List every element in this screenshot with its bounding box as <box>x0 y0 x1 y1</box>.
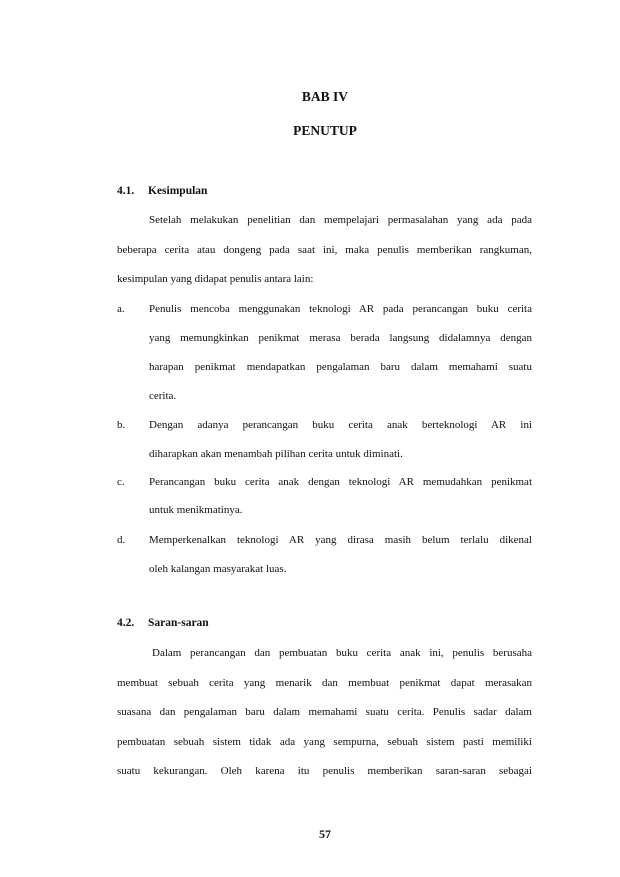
paragraph-line: beberapa cerita atau dongeng pada saat ini, maka penulis memberikan rangkuman, <box>117 244 532 256</box>
chapter-title: PENUTUP <box>293 123 357 138</box>
list-marker: b. <box>117 419 126 431</box>
section-title: Saran-saran <box>148 617 209 629</box>
list-item-line: oleh kalangan masyarakat luas. <box>149 563 287 575</box>
paragraph-line: membuat sebuah cerita yang menarik dan membuat penikmat dapat merasakan <box>117 677 532 689</box>
section-heading-saran <box>117 617 209 629</box>
section-number: 4.1. <box>117 185 135 197</box>
paragraph-line: suatu kekurangan. Oleh karena itu penulis memberikan saran-saran sebagai <box>117 765 532 777</box>
paragraph-line: pembuatan sebuah sistem tidak ada yang sempurna, sebuah sistem pasti memiliki <box>117 736 532 748</box>
section-title: Kesimpulan <box>148 185 208 197</box>
chapter-number: BAB IV <box>301 89 349 104</box>
list-item-line: harapan penikmat mendapatkan pengalaman baru dalam memahami suatu <box>149 361 532 373</box>
list-item-line: Perancangan buku cerita anak dengan teknologi AR memudahkan penikmat <box>149 476 532 488</box>
list-marker: a. <box>117 303 125 315</box>
page-number: 57 <box>319 827 331 841</box>
paragraph-line: kesimpulan yang didapat penulis antara lain: <box>117 273 314 285</box>
list-item-line: cerita. <box>149 390 177 402</box>
list-item-line: yang memungkinkan penikmat merasa berada langsung didalamnya dengan <box>149 332 532 344</box>
list-item-line: Penulis mencoba menggunakan teknologi AR pada perancangan buku cerita <box>149 303 532 315</box>
list-item-line: Memperkenalkan teknologi AR yang dirasa masih belum terlalu dikenal <box>149 534 532 546</box>
section-heading-kesimpulan <box>117 185 207 197</box>
paragraph-line: Setelah melakukan penelitian dan mempelajari permasalahan yang ada pada <box>149 214 532 226</box>
list-item-line: diharapkan akan menambah pilihan cerita untuk diminati. <box>149 448 403 460</box>
paragraph-line: Dalam perancangan dan pembuatan buku cerita anak ini, penulis berusaha <box>152 647 532 659</box>
list-item-line: Dengan adanya perancangan buku cerita anak berteknologi AR ini <box>149 419 532 431</box>
list-marker: c. <box>117 476 125 488</box>
list-marker: d. <box>117 534 126 546</box>
list-item-line: untuk menikmatinya. <box>149 504 243 516</box>
paragraph-line: suasana dan pengalaman baru dalam memahami suatu cerita. Penulis sadar dalam <box>117 706 532 718</box>
section-number: 4.2. <box>117 617 135 629</box>
